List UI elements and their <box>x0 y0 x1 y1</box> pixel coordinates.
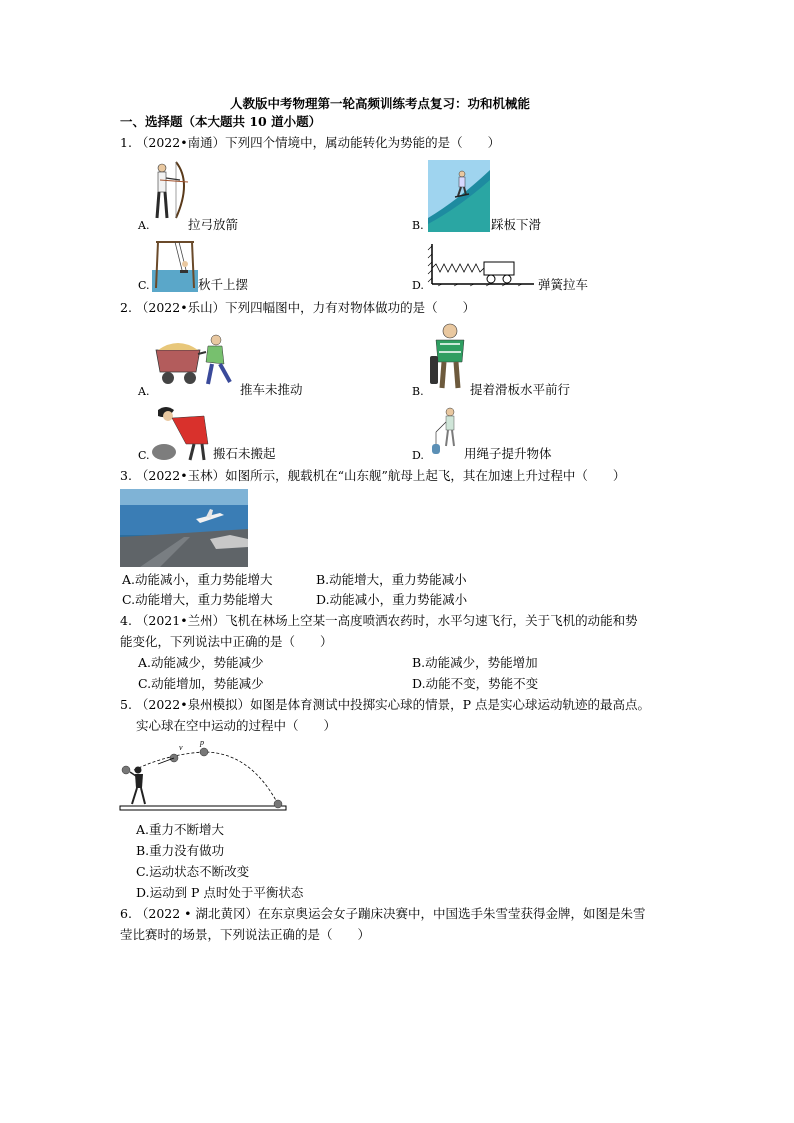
question-2-stem: 2. （2022•乐山）下列四幅图中，力有对物体做功的是（ ） <box>120 300 476 315</box>
q2-option-d-text: 用绳子提升物体 <box>464 446 552 461</box>
q4-option-a <box>138 654 264 672</box>
q4-option-a-letter: A. <box>138 655 152 670</box>
q3-option-c <box>122 591 273 609</box>
carry-skateboard-image <box>428 322 470 394</box>
question-5-stem-line2: 实心球在空中运动的过程中（ ） <box>136 718 337 733</box>
q3-option-c-text: 动能增大，重力势能增大 <box>135 592 273 607</box>
velocity-label: v <box>179 743 183 752</box>
question-4-stem-line2: 能变化，下列说法中正确的是（ ） <box>120 634 333 649</box>
q1-option-d-text: 弹簧拉车 <box>538 277 589 292</box>
q5-option-d <box>136 884 303 902</box>
q3-option-b <box>316 571 467 589</box>
q3-option-a <box>122 571 273 589</box>
q4-option-b-letter: B. <box>412 655 426 670</box>
skateboard-slope-image <box>428 160 490 232</box>
q4-option-c-text: 动能增加，势能减少 <box>151 676 264 691</box>
q3-option-d-text: 动能减小，重力势能减小 <box>329 592 468 607</box>
section-heading: 一、选择题（本大题共 10 道小题） <box>120 114 322 129</box>
q2-option-a-letter: A. <box>138 385 150 398</box>
q5-option-b-letter: B. <box>136 843 150 858</box>
q5-option-a <box>136 821 224 839</box>
q1-option-c-text: 秋千上摆 <box>198 277 249 292</box>
q3-option-a-letter: A. <box>122 572 136 587</box>
q4-option-a-text: 动能减少，势能减少 <box>151 655 264 670</box>
q1-option-d-letter: D. <box>412 279 424 292</box>
question-6-stem-line2: 莹比赛时的场景，下列说法正确的是（ ） <box>120 927 371 942</box>
q2-option-a-text: 推车未推动 <box>240 382 303 397</box>
q1-option-a-text: 拉弓放箭 <box>188 217 239 232</box>
q3-option-c-letter: C. <box>122 592 136 607</box>
question-1-stem: 1. （2022•南通）下列四个情境中，属动能转化为势能的是（ ） <box>120 135 501 150</box>
q3-option-d <box>316 591 467 609</box>
q3-option-a-text: 动能减小，重力势能增大 <box>135 572 273 587</box>
q5-option-c-letter: C. <box>136 864 150 879</box>
q2-option-b-letter: B. <box>412 385 424 398</box>
question-3-stem: 3. （2022•玉林）如图所示，舰载机在“山东舰”航母上起飞，其在加速上升过程中（ ） <box>120 468 626 483</box>
rope-lift-image <box>428 406 464 462</box>
q1-option-c-letter: C. <box>138 279 150 292</box>
q2-option-b-text: 提着滑板水平前行 <box>470 382 571 397</box>
q4-option-b <box>412 654 538 672</box>
q5-option-c <box>136 863 249 881</box>
q1-option-b-text: 踩板下滑 <box>491 217 542 232</box>
point-p-label: p <box>200 738 204 747</box>
question-4-stem-line1: 4. （2021•兰州）飞机在林场上空某一高度喷洒农药时，水平匀速飞行，关于飞机的动能和势 <box>120 613 638 628</box>
q2-option-c-text: 搬石未搬起 <box>213 446 276 461</box>
q4-option-c <box>138 675 264 693</box>
q3-option-b-text: 动能增大，重力势能减小 <box>329 572 467 587</box>
q3-option-b-letter: B. <box>316 572 330 587</box>
q4-option-d-text: 动能不变，势能不变 <box>425 676 539 691</box>
spring-cart-image <box>428 244 536 286</box>
q5-option-b <box>136 842 224 860</box>
q4-option-d-letter: D. <box>412 676 426 691</box>
q1-option-b-letter: B. <box>412 219 424 232</box>
q4-option-b-text: 动能减少，势能增加 <box>425 655 538 670</box>
push-cart-image <box>150 330 238 390</box>
q5-option-c-text: 运动状态不断改变 <box>149 864 250 879</box>
shot-put-ball <box>122 766 130 774</box>
q4-option-d <box>412 675 538 693</box>
shot-put-trajectory-image <box>118 738 290 818</box>
question-6-stem-line1: 6. （2022 • 湖北黄冈）在东京奥运会女子蹦床决赛中，中国选手朱雪莹获得金牌，如图是朱雪 <box>120 906 646 921</box>
aircraft-carrier-image <box>120 489 248 567</box>
athlete-figure <box>130 767 145 805</box>
q5-option-a-letter: A. <box>136 822 150 837</box>
q5-option-d-letter: D. <box>136 885 150 900</box>
q2-option-c-letter: C. <box>138 449 150 462</box>
q5-option-b-text: 重力没有做功 <box>149 843 225 858</box>
q5-option-d-text: 运动到 P 点时处于平衡状态 <box>149 885 304 900</box>
swing-image <box>152 240 198 292</box>
q5-option-a-text: 重力不断增大 <box>149 822 225 837</box>
page-title: 人教版中考物理第一轮高频训练考点复习：功和机械能 <box>230 96 531 111</box>
lift-stone-image <box>150 404 212 462</box>
q2-option-d-letter: D. <box>412 449 424 462</box>
shot-put-ball <box>274 800 282 808</box>
question-5-stem-line1: 5. （2022•泉州模拟）如图是体育测试中投掷实心球的情景，P 点是实心球运动轨迹的最高点。 <box>120 697 650 712</box>
q3-option-d-letter: D. <box>316 592 330 607</box>
shot-put-ball <box>200 748 208 756</box>
archer-image <box>148 160 196 222</box>
q1-option-a-letter: A. <box>138 219 150 232</box>
q4-option-c-letter: C. <box>138 676 152 691</box>
